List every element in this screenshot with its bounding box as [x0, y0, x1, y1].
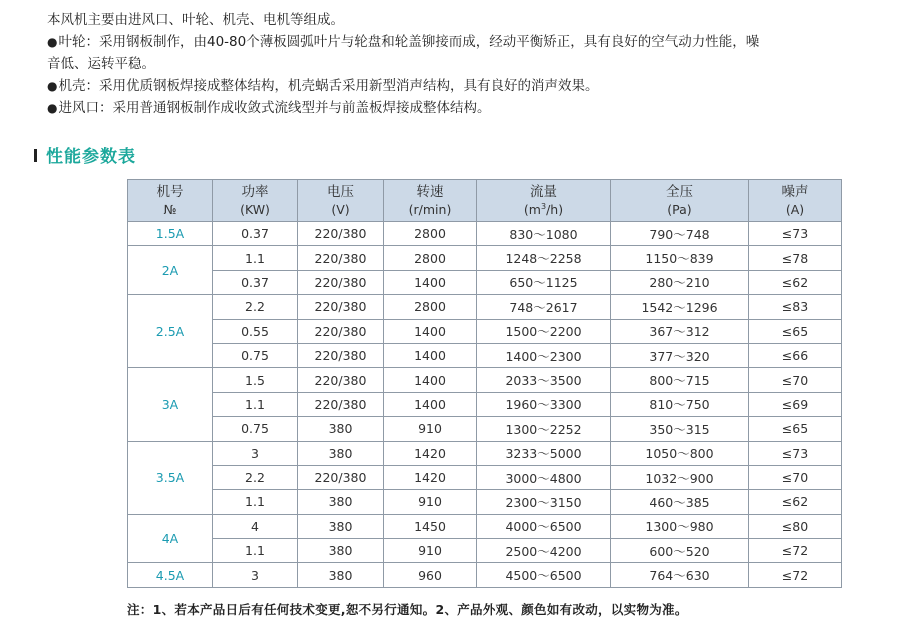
- flow-cell: 4000～6500: [477, 514, 611, 538]
- voltage-cell: 220/380: [298, 246, 384, 270]
- speed-cell: 1420: [384, 465, 477, 489]
- pressure-cell: 1032～900: [611, 465, 749, 489]
- pressure-cell: 460～385: [611, 490, 749, 514]
- section-heading: [34, 143, 136, 165]
- voltage-cell: 220/380: [298, 270, 384, 294]
- pressure-cell: 1300～980: [611, 514, 749, 538]
- table-row: [128, 441, 842, 465]
- casing-description: [47, 75, 877, 97]
- noise-cell: ≤62: [749, 490, 842, 514]
- header-noise: 噪声 (A): [749, 180, 842, 222]
- flow-cell: 3000～4800: [477, 465, 611, 489]
- impeller-text: 叶轮：采用钢板制作，由40-80个薄板圆弧叶片与轮盘和轮盖铆接而成，经动平衡矫正，具有良好的空气动力性能，噪: [58, 34, 760, 50]
- voltage-cell: 220/380: [298, 295, 384, 319]
- voltage-cell: 380: [298, 514, 384, 538]
- pressure-cell: 280～210: [611, 270, 749, 294]
- power-cell: 0.37: [213, 270, 298, 294]
- table-row: [128, 343, 842, 367]
- header-row: [128, 180, 842, 222]
- section-title: 性能参数表: [46, 146, 136, 167]
- table-row: [128, 270, 842, 294]
- power-cell: 1.1: [213, 539, 298, 563]
- flow-cell: 1500～2200: [477, 319, 611, 343]
- voltage-cell: 380: [298, 441, 384, 465]
- noise-cell: ≤65: [749, 417, 842, 441]
- noise-cell: ≤62: [749, 270, 842, 294]
- pressure-cell: 764～630: [611, 563, 749, 587]
- flow-cell: 2500～4200: [477, 539, 611, 563]
- speed-cell: 910: [384, 490, 477, 514]
- performance-table-wrapper: [127, 179, 841, 588]
- voltage-cell: 220/380: [298, 222, 384, 246]
- header-speed: 转速 (r/min): [384, 180, 477, 222]
- performance-table: [127, 179, 842, 588]
- pressure-cell: 600～520: [611, 539, 749, 563]
- voltage-cell: 380: [298, 539, 384, 563]
- power-cell: 0.37: [213, 222, 298, 246]
- flow-cell: 2300～3150: [477, 490, 611, 514]
- table-row: [128, 563, 842, 587]
- table-row: [128, 392, 842, 416]
- voltage-cell: 380: [298, 417, 384, 441]
- noise-cell: ≤83: [749, 295, 842, 319]
- power-cell: 3: [213, 563, 298, 587]
- pressure-cell: 810～750: [611, 392, 749, 416]
- flow-cell: 1248～2258: [477, 246, 611, 270]
- table-row: [128, 319, 842, 343]
- power-cell: 2.2: [213, 295, 298, 319]
- flow-cell: 748～2617: [477, 295, 611, 319]
- model-cell: 4A: [128, 514, 213, 563]
- header-voltage: 电压 (V): [298, 180, 384, 222]
- power-cell: 4: [213, 514, 298, 538]
- speed-cell: 1400: [384, 368, 477, 392]
- power-cell: 2.2: [213, 465, 298, 489]
- table-row: [128, 368, 842, 392]
- pressure-cell: 350～315: [611, 417, 749, 441]
- speed-cell: 910: [384, 417, 477, 441]
- header-power: 功率 (KW): [213, 180, 298, 222]
- model-cell: 3.5A: [128, 441, 213, 514]
- flow-cell: 1400～2300: [477, 343, 611, 367]
- voltage-cell: 220/380: [298, 368, 384, 392]
- speed-cell: 2800: [384, 295, 477, 319]
- voltage-cell: 220/380: [298, 343, 384, 367]
- impeller-description-continued: 音低、运转平稳。: [47, 56, 155, 72]
- power-cell: 0.75: [213, 343, 298, 367]
- pressure-cell: 377～320: [611, 343, 749, 367]
- flow-cell: 3233～5000: [477, 441, 611, 465]
- header-pressure: 全压 (Pa): [611, 180, 749, 222]
- noise-cell: ≤72: [749, 563, 842, 587]
- table-header: [128, 180, 842, 222]
- pressure-cell: 1050～800: [611, 441, 749, 465]
- table-row: [128, 295, 842, 319]
- speed-cell: 2800: [384, 222, 477, 246]
- power-cell: 0.55: [213, 319, 298, 343]
- pressure-cell: 367～312: [611, 319, 749, 343]
- inlet-text: 进风口：采用普通钢板制作成收敛式流线型并与前盖板焊接成整体结构。: [58, 100, 491, 116]
- noise-cell: ≤78: [749, 246, 842, 270]
- model-cell: 2.5A: [128, 295, 213, 368]
- model-cell: 1.5A: [128, 222, 213, 246]
- flow-cell: 1300～2252: [477, 417, 611, 441]
- flow-cell: 2033～3500: [477, 368, 611, 392]
- model-cell: 2A: [128, 246, 213, 295]
- speed-cell: 2800: [384, 246, 477, 270]
- inlet-description: [47, 97, 877, 119]
- flow-cell: 650～1125: [477, 270, 611, 294]
- speed-cell: 1400: [384, 319, 477, 343]
- voltage-cell: 220/380: [298, 319, 384, 343]
- noise-cell: ≤66: [749, 343, 842, 367]
- pressure-cell: 800～715: [611, 368, 749, 392]
- power-cell: 1.5: [213, 368, 298, 392]
- pressure-cell: 1150～839: [611, 246, 749, 270]
- header-flow: 流量 $(m^3/h)$: [477, 180, 611, 222]
- speed-cell: 1420: [384, 441, 477, 465]
- table-row: [128, 222, 842, 246]
- noise-cell: ≤72: [749, 539, 842, 563]
- speed-cell: 1400: [384, 270, 477, 294]
- pressure-cell: 790～748: [611, 222, 749, 246]
- speed-cell: 960: [384, 563, 477, 587]
- table-row: [128, 514, 842, 538]
- flow-cell: 830～1080: [477, 222, 611, 246]
- power-cell: 1.1: [213, 392, 298, 416]
- model-cell: 4.5A: [128, 563, 213, 587]
- voltage-cell: 380: [298, 563, 384, 587]
- voltage-cell: 220/380: [298, 465, 384, 489]
- noise-cell: ≤80: [749, 514, 842, 538]
- flow-cell: 1960～3300: [477, 392, 611, 416]
- table-row: [128, 465, 842, 489]
- table-row: [128, 417, 842, 441]
- noise-cell: ≤70: [749, 465, 842, 489]
- voltage-cell: 380: [298, 490, 384, 514]
- noise-cell: ≤69: [749, 392, 842, 416]
- noise-cell: ≤73: [749, 222, 842, 246]
- heading-marker: [34, 149, 37, 162]
- header-model: 机号 №: [128, 180, 213, 222]
- flow-cell: 4500～6500: [477, 563, 611, 587]
- table-row: [128, 539, 842, 563]
- casing-text: 机壳：采用优质钢板焊接成整体结构，机壳蜗舌采用新型消声结构，具有良好的消声效果。: [58, 78, 599, 94]
- power-cell: 3: [213, 441, 298, 465]
- power-cell: 0.75: [213, 417, 298, 441]
- noise-cell: ≤70: [749, 368, 842, 392]
- footnote: 注：1、若本产品日后有任何技术变更,恕不另行通知。2、产品外观、颜色如有改动，以实物为准。: [127, 602, 688, 617]
- noise-cell: ≤65: [749, 319, 842, 343]
- table-row: [128, 246, 842, 270]
- speed-cell: 910: [384, 539, 477, 563]
- speed-cell: 1450: [384, 514, 477, 538]
- power-cell: 1.1: [213, 246, 298, 270]
- noise-cell: ≤73: [749, 441, 842, 465]
- model-cell: 3A: [128, 368, 213, 441]
- intro-summary: 本风机主要由进风口、叶轮、机壳、电机等组成。: [47, 12, 344, 28]
- voltage-cell: 220/380: [298, 392, 384, 416]
- power-cell: 1.1: [213, 490, 298, 514]
- speed-cell: 1400: [384, 392, 477, 416]
- table-body: [128, 222, 842, 588]
- pressure-cell: 1542～1296: [611, 295, 749, 319]
- impeller-description: [47, 31, 877, 53]
- speed-cell: 1400: [384, 343, 477, 367]
- intro-text: [47, 9, 877, 119]
- table-row: [128, 490, 842, 514]
